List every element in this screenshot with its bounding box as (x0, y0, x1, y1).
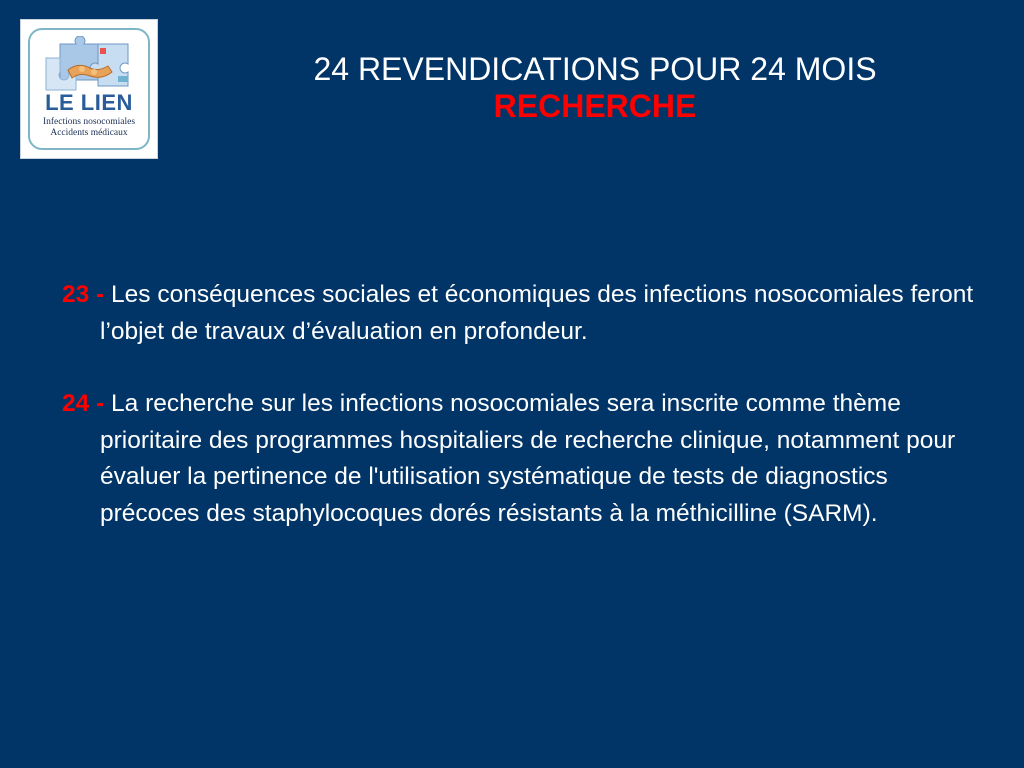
claim-item-24 (62, 386, 982, 532)
claim-number: 23 - (62, 281, 105, 308)
title-line2: RECHERCHE (493, 88, 697, 124)
title-line1: 24 REVENDICATIONS POUR 24 MOIS (313, 51, 877, 87)
claims-list (62, 277, 982, 532)
logo-subtitle-line1: Infections nosocomiales (42, 117, 136, 127)
slide-title (170, 51, 1020, 125)
claim-text: La recherche sur les infections nosocomiales sera inscrite comme thème prioritaire des programmes hospitaliers de recherche clinique, notamment pour évaluer la pertinence de l'utilisation systématique de tests de diagnostics précoces des staphylocoques dorés résistants à la méthicilline (SARM). (100, 390, 956, 527)
claim-text: Les conséquences sociales et économiques des infections nosocomiales feront l’objet de travaux d’évaluation en profondeur. (100, 281, 974, 345)
logo (20, 19, 158, 159)
claim-number: 24 - (62, 390, 105, 417)
puzzle-handshake-icon (38, 36, 142, 96)
logo-name: LE LIEN (45, 90, 133, 115)
logo-frame (28, 28, 150, 150)
logo-subtitle-line2: Accidents médicaux (50, 128, 128, 138)
claim-item-23 (62, 277, 982, 350)
